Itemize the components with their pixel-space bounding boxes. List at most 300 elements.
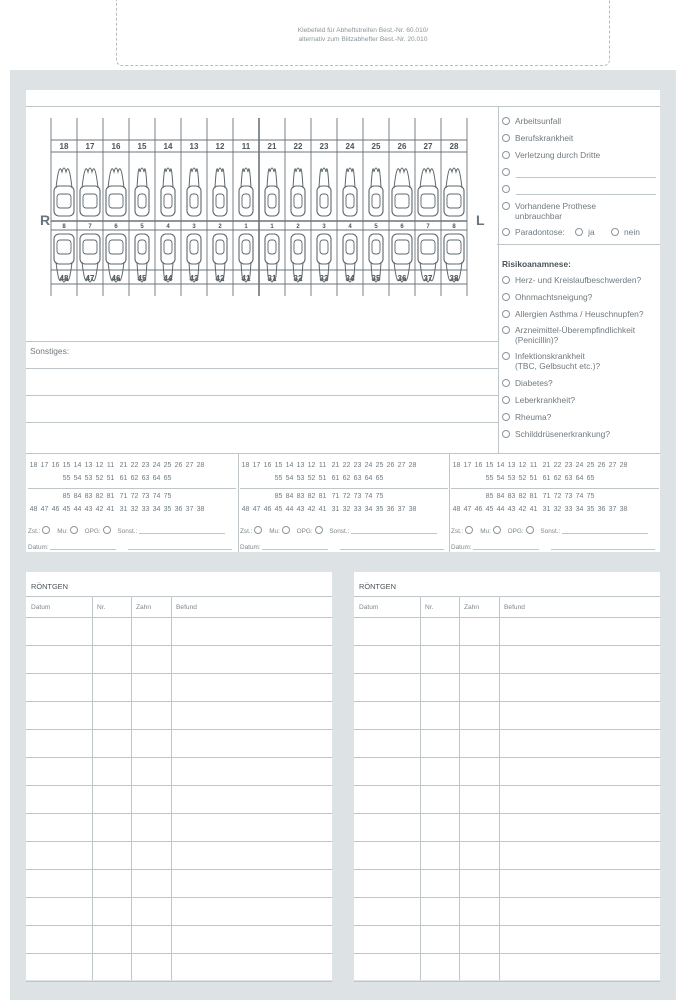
mini-tooth-number: 35: [586, 506, 595, 513]
lower-tooth-icon: [135, 234, 149, 264]
mini-tooth-number: 33: [141, 506, 150, 513]
primary-tooth-number: 8: [62, 224, 66, 230]
radio-nein-icon[interactable]: [611, 228, 619, 236]
col-datum: Datum: [31, 604, 51, 611]
radio-icon[interactable]: [502, 326, 510, 334]
upper-tooth-root: [137, 168, 147, 188]
risk-infekt[interactable]: [502, 351, 600, 371]
tooth-number: 22: [293, 142, 303, 151]
tooth-number: 17: [85, 142, 95, 151]
mini-tooth-number: 53: [296, 475, 305, 482]
radio-icon[interactable]: [70, 526, 78, 534]
findings-card: [26, 90, 660, 552]
mini-tooth-number: 71: [331, 493, 340, 500]
mini-tooth-number: 36: [597, 506, 606, 513]
divider: [26, 368, 498, 369]
tooth-number: 45: [137, 274, 147, 283]
mini-tooth-number: 73: [141, 493, 150, 500]
mini-tooth-number: 54: [285, 475, 294, 482]
mini-tooth-number: 12: [307, 462, 316, 469]
mini-tooth-number: 64: [575, 475, 584, 482]
mini-tooth-number: 21: [119, 462, 128, 469]
mini-tooth-number: 14: [285, 462, 294, 469]
table-row[interactable]: [354, 981, 660, 982]
mini-tooth-number: 35: [163, 506, 172, 513]
radio-icon[interactable]: [502, 352, 510, 360]
upper-tooth-icon: [239, 186, 253, 216]
mini-tooth-number: 26: [386, 462, 395, 469]
mini-tooth-number: 31: [331, 506, 340, 513]
mini-tooth-number: 27: [185, 462, 194, 469]
mini-tooth-number: 45: [274, 506, 283, 513]
radio-icon[interactable]: [502, 430, 510, 438]
radio-icon[interactable]: [502, 276, 510, 284]
radio-icon[interactable]: [282, 526, 290, 534]
mini-tooth-number: 25: [163, 462, 172, 469]
option-blank-2[interactable]: [502, 184, 515, 194]
upper-tooth-root: [420, 168, 436, 188]
sign-line[interactable]: [551, 549, 655, 550]
lower-tooth-icon: [187, 234, 201, 264]
option-blank-1[interactable]: [502, 167, 515, 177]
upper-tooth-root: [56, 168, 72, 188]
prothese-line-2: unbrauchbar: [515, 211, 563, 221]
table-row[interactable]: [354, 841, 660, 842]
mini-tooth-number: 53: [507, 475, 516, 482]
mini-tooth-number: 34: [364, 506, 373, 513]
mini-tooth-number: 62: [130, 475, 139, 482]
mini-tooth-number: 34: [152, 506, 161, 513]
mini-tooth-number: 12: [518, 462, 527, 469]
mini-tooth-number: 11: [106, 462, 115, 469]
mini-tooth-number: 35: [375, 506, 384, 513]
mini-tooth-number: 37: [397, 506, 406, 513]
radio-icon[interactable]: [502, 293, 510, 301]
mini-tooth-number: 37: [608, 506, 617, 513]
radio-icon[interactable]: [315, 526, 323, 534]
table-row[interactable]: [354, 701, 660, 702]
sign-line[interactable]: [340, 549, 444, 550]
table-row[interactable]: [354, 869, 660, 870]
risk-allergien[interactable]: Allergien Asthma / Heuschnupfen?: [502, 309, 644, 319]
tooth-number: 31: [267, 274, 277, 283]
upper-tooth-icon: [187, 186, 201, 216]
mini-tooth-number: 38: [408, 506, 417, 513]
primary-tooth-number: 3: [192, 224, 196, 230]
mini-tooth-number: 74: [364, 493, 373, 500]
table-row[interactable]: [26, 925, 332, 926]
table-row[interactable]: [26, 897, 332, 898]
primary-tooth-number: 3: [322, 224, 326, 230]
mini-upper-primary: [240, 475, 385, 482]
paradontose-label: Paradontose:: [515, 227, 565, 237]
radio-ja-icon[interactable]: [575, 228, 583, 236]
table-row[interactable]: [354, 953, 660, 954]
tooth-number: 14: [163, 142, 173, 151]
option-paradontose: [502, 227, 640, 237]
lower-tooth-icon: [265, 234, 279, 264]
tooth-number: 33: [319, 274, 329, 283]
lower-tooth-icon: [291, 234, 305, 264]
mini-tooth-number: 26: [174, 462, 183, 469]
mini-tooth-number: 54: [496, 475, 505, 482]
risk-herz[interactable]: Herz- und Kreislaufbeschwerden?: [502, 275, 641, 285]
mini-tooth-number: 71: [119, 493, 128, 500]
mini-tooth-number: 63: [353, 475, 362, 482]
risk-arznei[interactable]: [502, 325, 635, 345]
mini-foot-2: Datum:: [28, 544, 232, 551]
mini-tooth-number: 46: [51, 506, 60, 513]
tooth-number: 13: [189, 142, 199, 151]
roentgen-panel-left: [26, 572, 332, 980]
primary-tooth-number: 2: [296, 224, 300, 230]
risk-leber[interactable]: Leberkrankheit?: [502, 395, 575, 405]
table-row[interactable]: [354, 645, 660, 646]
mini-tooth-number: 44: [73, 506, 82, 513]
infekt-line-2: (TBC, Gelbsucht etc.)?: [515, 361, 601, 371]
lower-tooth-icon: [369, 234, 383, 264]
table-row[interactable]: [354, 617, 660, 618]
upper-tooth-icon: [213, 186, 227, 216]
blank-line[interactable]: [516, 194, 656, 195]
table-row[interactable]: [354, 673, 660, 674]
radio-icon[interactable]: [502, 117, 510, 125]
table-row[interactable]: [26, 869, 332, 870]
mini-tooth-number: 16: [263, 462, 272, 469]
radio-icon[interactable]: [502, 379, 510, 387]
table-row[interactable]: [354, 785, 660, 786]
mini-foot-2: Datum:: [451, 544, 655, 551]
mini-tooth-number: 11: [529, 462, 538, 469]
datum-line[interactable]: [50, 549, 116, 550]
mini-tooth-number: 33: [564, 506, 573, 513]
primary-tooth-number: 2: [218, 224, 222, 230]
mini-tooth-number: 63: [564, 475, 573, 482]
mini-tooth-number: 16: [51, 462, 60, 469]
upper-tooth-icon: [369, 186, 383, 216]
tooth-number: 42: [215, 274, 225, 283]
mini-tooth-number: 22: [342, 462, 351, 469]
mini-tooth-number: 75: [163, 493, 172, 500]
mini-tooth-number: 82: [307, 493, 316, 500]
mini-tooth-number: 16: [474, 462, 483, 469]
radio-icon[interactable]: [42, 526, 50, 534]
mini-tooth-number: 46: [474, 506, 483, 513]
table-row[interactable]: [26, 813, 332, 814]
mini-tooth-number: 73: [564, 493, 573, 500]
primary-tooth-number: 8: [452, 224, 456, 230]
mini-tooth-number: 42: [307, 506, 316, 513]
mini-tooth-number: 74: [152, 493, 161, 500]
radio-icon[interactable]: [502, 134, 510, 142]
upper-tooth-icon: [265, 186, 279, 216]
mini-lower-primary: [28, 493, 173, 500]
lower-tooth-icon: [343, 234, 357, 264]
mini-tooth-number: 24: [575, 462, 584, 469]
radio-icon[interactable]: [502, 413, 510, 421]
mini-chart-1: [26, 456, 238, 552]
tooth-number: 28: [449, 142, 459, 151]
mini-tooth-number: 28: [619, 462, 628, 469]
mini-tooth-number: 14: [496, 462, 505, 469]
mini-tooth-number: 52: [95, 475, 104, 482]
tooth-number: 43: [189, 274, 199, 283]
radio-icon[interactable]: [502, 202, 510, 210]
roentgen-title: RÖNTGEN: [359, 582, 396, 591]
mini-tooth-number: 15: [62, 462, 71, 469]
mini-tooth-number: 48: [241, 506, 250, 513]
mini-tooth-number: 73: [353, 493, 362, 500]
tooth-number: 46: [111, 274, 121, 283]
primary-tooth-number: 5: [140, 224, 144, 230]
nein-label: nein: [624, 227, 640, 237]
sonst-line[interactable]: [562, 533, 648, 534]
table-row[interactable]: [354, 813, 660, 814]
mini-tooth-number: 42: [95, 506, 104, 513]
mini-tooth-number: 21: [331, 462, 340, 469]
mini-tooth-number: 48: [29, 506, 38, 513]
mini-tooth-number: 48: [452, 506, 461, 513]
mini-tooth-number: 55: [274, 475, 283, 482]
primary-tooth-number: 6: [114, 224, 118, 230]
mini-lower-primary: [240, 493, 385, 500]
mini-tooth-number: 15: [274, 462, 283, 469]
radio-icon[interactable]: [502, 310, 510, 318]
tooth-number: 24: [345, 142, 355, 151]
option-arbeitsunfall[interactable]: Arbeitsunfall: [502, 116, 561, 126]
table-row[interactable]: [26, 841, 332, 842]
mini-tooth-number: 64: [364, 475, 373, 482]
mini-tooth-number: 32: [342, 506, 351, 513]
tooth-number: 16: [111, 142, 121, 151]
radio-icon[interactable]: [254, 526, 262, 534]
tooth-number: 11: [241, 142, 251, 151]
mini-foot-1: Zst.: Mu: OPG: Sonst.:: [240, 526, 437, 535]
mini-tooth-number: 41: [529, 506, 538, 513]
table-row[interactable]: [26, 729, 332, 730]
mini-tooth-number: 36: [386, 506, 395, 513]
primary-tooth-number: 6: [400, 224, 404, 230]
table-row[interactable]: [26, 673, 332, 674]
mini-upper: [240, 462, 418, 469]
upper-tooth-icon: [291, 186, 305, 216]
tooth-number: 15: [137, 142, 147, 151]
mini-tooth-number: 38: [619, 506, 628, 513]
radio-icon[interactable]: [526, 526, 534, 534]
sign-line[interactable]: [128, 549, 232, 550]
mini-tooth-number: 46: [263, 506, 272, 513]
upper-tooth-root: [345, 168, 355, 188]
table-row[interactable]: [354, 757, 660, 758]
upper-tooth-root: [241, 168, 251, 188]
radio-icon[interactable]: [493, 526, 501, 534]
table-row[interactable]: [26, 701, 332, 702]
mini-tooth-number: 62: [342, 475, 351, 482]
primary-tooth-number: 7: [88, 224, 92, 230]
mini-tooth-number: 11: [318, 462, 327, 469]
mini-tooth-number: 22: [130, 462, 139, 469]
col-nr: Nr.: [425, 604, 434, 611]
mini-tooth-number: 72: [130, 493, 139, 500]
mini-tooth-number: 42: [518, 506, 527, 513]
mini-tooth-number: 62: [553, 475, 562, 482]
mini-tooth-number: 43: [507, 506, 516, 513]
mini-tooth-number: 81: [529, 493, 538, 500]
table-row[interactable]: [26, 645, 332, 646]
mini-tooth-number: 64: [152, 475, 161, 482]
tooth-number: 23: [319, 142, 329, 151]
mini-tooth-number: 17: [463, 462, 472, 469]
radio-icon[interactable]: [465, 526, 473, 534]
upper-tooth-root: [394, 168, 410, 188]
risk-rheuma[interactable]: Rheuma?: [502, 412, 551, 422]
table-row[interactable]: [354, 897, 660, 898]
mini-tooth-number: 55: [62, 475, 71, 482]
mini-tooth-number: 71: [542, 493, 551, 500]
upper-tooth-root: [108, 168, 124, 188]
sonst-line[interactable]: [351, 533, 437, 534]
mini-tooth-number: 81: [106, 493, 115, 500]
tooth-number: 47: [85, 274, 95, 283]
radio-icon[interactable]: [502, 151, 510, 159]
mini-tooth-number: 51: [529, 475, 538, 482]
radio-icon[interactable]: [502, 168, 510, 176]
primary-tooth-number: 5: [374, 224, 378, 230]
upper-tooth-root: [446, 168, 462, 188]
mini-tooth-number: 15: [485, 462, 494, 469]
divider: [26, 395, 498, 396]
tooth-number: 21: [267, 142, 277, 151]
roentgen-panel-right: [354, 572, 660, 980]
divider: [26, 422, 498, 423]
radio-icon[interactable]: [502, 396, 510, 404]
divider: [498, 106, 499, 454]
risk-schilddruese[interactable]: Schilddrüsenerkrankung?: [502, 429, 610, 439]
mini-upper-primary: [451, 475, 596, 482]
table-row[interactable]: [26, 617, 332, 618]
mini-tooth-number: 32: [553, 506, 562, 513]
upper-tooth-icon: [343, 186, 357, 216]
tooth-number: 26: [397, 142, 407, 151]
upper-tooth-icon: [161, 186, 175, 216]
binding-strip-text-1: Klebefeld für Abheftstreifen Best.-Nr. 60.010/: [297, 27, 429, 34]
mini-tooth-number: 72: [342, 493, 351, 500]
lower-tooth-icon: [213, 234, 227, 264]
table-row[interactable]: [354, 925, 660, 926]
mini-tooth-number: 28: [408, 462, 417, 469]
table-row[interactable]: [26, 953, 332, 954]
right-side-marker: R: [40, 212, 51, 228]
mini-tooth-number: 65: [375, 475, 384, 482]
mini-tooth-number: 74: [575, 493, 584, 500]
mini-tooth-number: 61: [331, 475, 340, 482]
option-verletzung[interactable]: Verletzung durch Dritte: [502, 150, 600, 160]
binding-strip-text-2: alternativ zum Blitzabhefter Best.-Nr. 20.010: [298, 36, 428, 43]
blank-line[interactable]: [516, 177, 656, 178]
radio-icon[interactable]: [103, 526, 111, 534]
mini-tooth-number: 85: [62, 493, 71, 500]
mini-tooth-number: 24: [364, 462, 373, 469]
table-row[interactable]: [354, 729, 660, 730]
tooth-number: 34: [345, 274, 355, 283]
dental-chart: [26, 106, 498, 346]
risk-diabetes[interactable]: Diabetes?: [502, 378, 553, 388]
mini-tooth-number: 54: [73, 475, 82, 482]
mini-tooth-number: 17: [252, 462, 261, 469]
ja-label: ja: [588, 227, 595, 237]
primary-tooth-number: 1: [244, 224, 248, 230]
mini-tooth-number: 26: [597, 462, 606, 469]
radio-icon[interactable]: [502, 185, 510, 193]
table-row[interactable]: [26, 757, 332, 758]
lower-tooth-icon: [239, 234, 253, 264]
datum-line[interactable]: [262, 549, 328, 550]
mini-tooth-number: 85: [485, 493, 494, 500]
mini-tooth-number: 12: [95, 462, 104, 469]
left-side-marker: L: [476, 212, 485, 228]
tooth-number: 27: [423, 142, 433, 151]
tooth-number: 44: [163, 274, 173, 283]
mini-tooth-number: 18: [29, 462, 38, 469]
mini-tooth-number: 24: [152, 462, 161, 469]
mini-tooth-number: 41: [318, 506, 327, 513]
table-row[interactable]: [26, 785, 332, 786]
mini-foot-2: Datum:: [240, 544, 444, 551]
primary-tooth-number: 1: [270, 224, 274, 230]
mini-tooth-number: 43: [84, 506, 93, 513]
lower-tooth-icon: [317, 234, 331, 264]
mini-tooth-number: 13: [84, 462, 93, 469]
mini-tooth-number: 37: [185, 506, 194, 513]
option-berufskrankheit[interactable]: Berufskrankheit: [502, 133, 573, 143]
mini-tooth-number: 51: [106, 475, 115, 482]
option-prothese[interactable]: [502, 201, 596, 221]
mini-tooth-number: 18: [241, 462, 250, 469]
col-befund: Befund: [176, 604, 197, 611]
tooth-number: 35: [371, 274, 381, 283]
upper-tooth-root: [163, 168, 173, 188]
datum-line[interactable]: [473, 549, 539, 550]
mini-tooth-number: 72: [553, 493, 562, 500]
mini-tooth-number: 85: [274, 493, 283, 500]
mini-tooth-number: 84: [73, 493, 82, 500]
tooth-number: 25: [371, 142, 381, 151]
mini-tooth-number: 21: [542, 462, 551, 469]
mini-tooth-number: 28: [196, 462, 205, 469]
mini-lower: [451, 506, 629, 513]
mini-tooth-number: 61: [542, 475, 551, 482]
mini-tooth-number: 47: [40, 506, 49, 513]
mini-tooth-number: 75: [375, 493, 384, 500]
mini-tooth-number: 82: [518, 493, 527, 500]
mini-foot-1: Zst.: Mu: OPG: Sonst.:: [28, 526, 225, 535]
mini-tooth-number: 17: [40, 462, 49, 469]
risk-ohnmacht[interactable]: Ohnmachtsneigung?: [502, 292, 592, 302]
tooth-number: 18: [59, 142, 69, 151]
mini-tooth-number: 25: [375, 462, 384, 469]
sonst-line[interactable]: [139, 533, 225, 534]
mini-chart-2: [238, 456, 450, 552]
radio-icon[interactable]: [502, 228, 510, 236]
mini-tooth-number: 45: [485, 506, 494, 513]
mini-tooth-number: 83: [507, 493, 516, 500]
mini-tooth-number: 41: [106, 506, 115, 513]
mini-tooth-number: 18: [452, 462, 461, 469]
table-row[interactable]: [26, 981, 332, 982]
mini-upper: [451, 462, 629, 469]
mini-upper-primary: [28, 475, 173, 482]
mini-tooth-number: 45: [62, 506, 71, 513]
